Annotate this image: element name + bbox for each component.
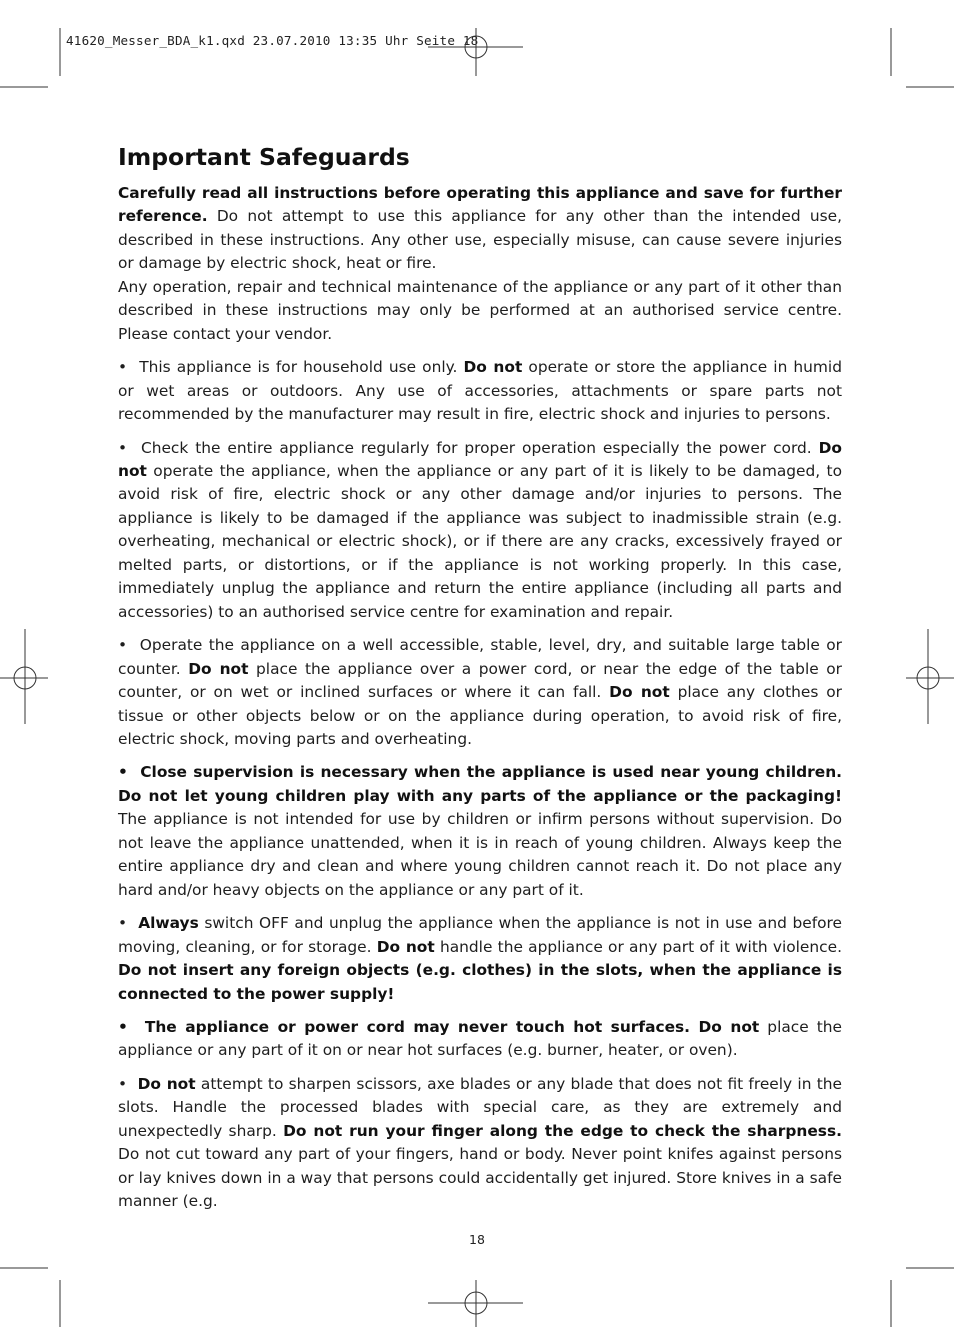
bullet-emphasis: Do not insert any foreign objects (e.g. clothes) in the slots, when the appliance is connected to the power supply! (118, 961, 842, 1003)
bullet-emphasis: Do not (118, 438, 842, 480)
bullet-emphasis: Do not (463, 358, 523, 377)
bullet-marker: • (118, 914, 139, 933)
bullet-text: place the appliance or any part of it on or near hot surfaces (e.g. burner, heater, or oven). (118, 1017, 842, 1060)
bullet-marker: • (118, 636, 140, 655)
intro-text-2: Any operation, repair and technical maintenance of the appliance or any part of it other than described in these instructions may only be performed at an authorised service centre. Please contact your vendor. (118, 277, 842, 343)
bullet-text: The appliance is not intended for use by children or infirm persons without supervision. Do not leave the appliance unattended, when it is in reach of young children. Always keep the entire appliance dry and clean and where young children cannot reach it. Do not place any hard and/or heavy objects on the appliance or any part of it. (118, 810, 842, 899)
intro-bold-text: Carefully read all instructions before operating this appliance and save for further reference. (118, 184, 842, 226)
bullet-marker: • (118, 1074, 138, 1093)
bullet-marker: • (118, 1017, 145, 1036)
bullet-text: handle the appliance or any part of it with violence. (439, 937, 842, 956)
bullet-hot-surfaces (118, 1016, 842, 1063)
bullet-text: Operate the appliance on a well accessible, stable, level, dry, and suitable large table or counter. (118, 636, 842, 678)
bullet-emphasis: Always (138, 914, 199, 933)
bullet-marker: • (118, 358, 140, 377)
intro-text: Do not attempt to use this appliance for any other than the intended use, described in these instructions. Any other use, especially misuse, can cause severe injuries or damage by electric shock, heat or fire. (118, 207, 842, 273)
bullet-text: This appliance is for household use only. (139, 358, 458, 377)
page-number: 18 (469, 1232, 485, 1247)
bullet-text: switch OFF and unplug the appliance when the appliance is not in use and before moving, cleaning, or for storage. (118, 914, 842, 956)
print-slug: 41620_Messer_BDA_k1.qxd 23.07.2010 13:35 Uhr Seite 18 (66, 33, 479, 48)
bullet-switch-off (118, 912, 842, 1006)
bullet-check-appliance (118, 437, 842, 625)
bullet-supervision (118, 761, 842, 902)
bullet-emphasis: Do not run your finger along the edge to check the sharpness. (283, 1121, 842, 1140)
bullet-emphasis: The appliance or power cord may never touch hot surfaces. Do not (144, 1017, 760, 1036)
bullet-marker: • (118, 763, 141, 782)
bullet-text: Do not cut toward any part of your fingers, hand or body. Never point knifes against persons or lay knives down in a way that persons could accidentally get injured. Store knives in a safe manner (e.g. (118, 1145, 842, 1211)
bullet-household-use (118, 356, 842, 426)
bullet-emphasis: Do not (188, 659, 249, 678)
bullet-text: operate or store the appliance in humid or wet areas or outdoors. Any use of accessories, attachments or spare parts not recommended by the manufacturer may result in fire, electric shock and injuries to persons. (118, 358, 842, 424)
bullet-text: attempt to sharpen scissors, axe blades or any blade that does not fit freely in the slots. Handle the processed blades with special care, as they are extremely and unexpectedly sharp. (118, 1074, 842, 1140)
page-title: Important Safeguards (118, 143, 410, 171)
page-content (118, 140, 842, 1224)
bullet-placement (118, 634, 842, 751)
bullet-text: place any clothes or tissue or other objects below or on the appliance during operation, to avoid risk of fire, electric shock, moving parts and overheating. (118, 683, 842, 748)
bullet-emphasis: Do not (609, 683, 670, 702)
bullet-emphasis: Do not (376, 937, 435, 956)
bullet-text: operate the appliance, when the appliance or any part of it is likely to be damaged, to avoid risk of fire, electric shock or any other damage and/or injuries to persons. The appliance is likely to be damaged if the appliance was subject to inadmissible strain (e.g. overheating, mechanical or electric shock), or if there are any cracks, excessively frayed or melted parts, or distortions, or if the appliance is not working properly. In this case, immediately unplug the appliance and return the entire appliance (including all parts and accessories) to an authorised service centre for examination and repair. (118, 461, 842, 621)
bullet-emphasis: Close supervision is necessary when the appliance is used near young children. Do not let young children play with any parts of the appliance or the packaging! (118, 763, 842, 805)
bullet-sharpening (118, 1073, 842, 1214)
bullet-text: place the appliance over a power cord, or near the edge of the table or counter, or on wet or inclined surfaces or where it can fall. (118, 659, 842, 702)
bullet-marker: • (118, 438, 141, 457)
bullet-text: Check the entire appliance regularly for proper operation especially the power cord. (140, 438, 812, 457)
bullet-emphasis: Do not (137, 1074, 196, 1093)
intro-paragraph (118, 182, 842, 346)
